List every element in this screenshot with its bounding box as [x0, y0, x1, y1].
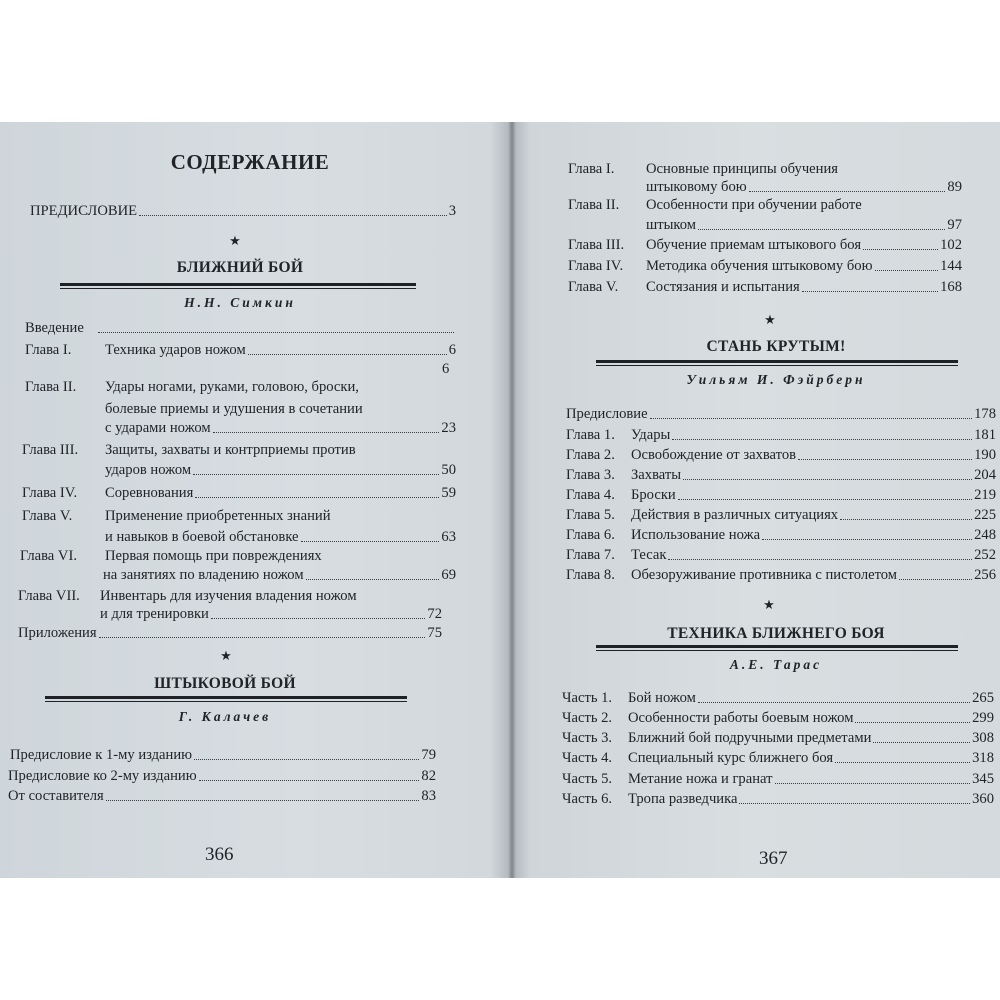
entry-label: Глава I. — [25, 342, 72, 358]
toc-entry — [25, 341, 456, 359]
leader-dots — [248, 354, 447, 355]
section-rule — [596, 360, 958, 366]
toc-entry — [10, 746, 436, 764]
leader-dots — [873, 742, 970, 743]
leader-dots — [195, 497, 439, 498]
entry-page: 79 — [421, 747, 436, 763]
entry-label: Глава V. — [22, 508, 73, 524]
entry-label: Часть 5. — [562, 771, 613, 787]
section-author: Г. Калачев — [178, 709, 272, 724]
toc-entry-last-line — [100, 605, 442, 623]
entry-title: Инвентарь для изучения владения ножом — [100, 588, 357, 604]
leader-dots — [840, 519, 972, 520]
leader-dots — [899, 579, 972, 580]
entry-title: Захваты — [631, 467, 682, 483]
entry-page: 248 — [974, 527, 996, 543]
entry-label: Глава III. — [22, 442, 79, 458]
entry-page: 318 — [972, 750, 994, 766]
leader-dots — [98, 332, 454, 333]
section-title: БЛИЖНИЙ БОЙ — [176, 259, 304, 276]
toc-entry — [25, 319, 456, 337]
leader-dots — [106, 800, 420, 801]
leader-dots — [698, 702, 970, 703]
entry-page: 252 — [974, 547, 996, 563]
toc-entry — [566, 506, 996, 524]
section-title: ШТЫКОВОЙ БОЙ — [154, 675, 296, 692]
toc-entry-last-line — [103, 566, 456, 584]
left-page — [0, 122, 508, 878]
leader-dots — [139, 215, 447, 216]
entry-page: 69 — [441, 567, 456, 583]
entry-page: 82 — [421, 768, 436, 784]
entry-page: 97 — [947, 217, 962, 233]
entry-page: 178 — [974, 406, 996, 422]
entry-continuation: ударов ножом — [105, 462, 192, 478]
toc-entry-last-line — [105, 419, 456, 437]
entry-title: Первая помощь при повреждениях — [105, 548, 322, 564]
entry-label: Глава IV. — [22, 485, 78, 501]
entry-page: 181 — [974, 427, 996, 443]
entry-page: 219 — [974, 487, 996, 503]
entry-label: Глава I. — [568, 161, 615, 177]
entry-continuation: на занятиях по владению ножом — [103, 567, 304, 583]
entry-title: Освобождение от захватов — [631, 447, 797, 463]
toc-entry — [566, 405, 996, 423]
entry-page: 168 — [940, 279, 962, 295]
entry-continuation: с ударами ножом — [105, 420, 211, 436]
entry-label: Часть 2. — [562, 710, 613, 726]
entry-title: Ближний бой подручными предметами — [628, 730, 872, 746]
entry-title: Соревнования — [105, 485, 194, 501]
leader-dots — [835, 762, 970, 763]
entry-title: Предисловие — [566, 406, 648, 422]
toc-entry-last-line — [105, 461, 456, 479]
entry-page: 299 — [972, 710, 994, 726]
toc-entry — [22, 507, 456, 525]
entry-title: Действия в различных ситуациях — [631, 507, 839, 523]
leader-dots — [199, 780, 420, 781]
page-ref: 6 — [442, 361, 450, 377]
book-spine — [508, 122, 516, 878]
toc-entry — [562, 729, 994, 747]
toc-entry — [566, 486, 996, 504]
entry-label: Введение — [25, 320, 84, 336]
entry-title: Бой ножом — [628, 690, 696, 706]
toc-entry — [22, 484, 456, 502]
contents-title: СОДЕРЖАНИЕ — [170, 150, 330, 174]
right-page — [516, 122, 1000, 878]
entry-label: Глава VI. — [20, 548, 77, 564]
entry-label: Часть 6. — [562, 791, 613, 807]
leader-dots — [194, 759, 419, 760]
toc-entry — [562, 689, 994, 707]
leader-dots — [875, 270, 939, 271]
entry-label: Глава 1. — [566, 427, 615, 443]
entry-title: Применение приобретенных знаний — [105, 508, 331, 524]
toc-entry — [8, 767, 436, 785]
toc-entry — [8, 787, 436, 805]
leader-dots — [798, 459, 972, 460]
entry-label: Глава II. — [25, 379, 77, 395]
entry-page: 345 — [972, 771, 994, 787]
entry-page: 204 — [974, 467, 996, 483]
leader-dots — [668, 559, 972, 560]
toc-entry — [562, 749, 994, 767]
entry-title: Использование ножа — [631, 527, 761, 543]
entry-label: Глава IV. — [568, 258, 624, 274]
entry-title: Основные принципы обучения — [646, 161, 838, 177]
entry-label: Приложения — [18, 625, 97, 641]
toc-entry — [566, 526, 996, 544]
entry-label: Глава III. — [568, 237, 625, 253]
leader-dots — [855, 722, 970, 723]
toc-entry — [568, 196, 993, 214]
toc-entry — [566, 566, 996, 584]
leader-dots — [683, 479, 972, 480]
leader-dots — [762, 539, 972, 540]
entry-page: 256 — [974, 567, 996, 583]
toc-entry — [568, 236, 962, 254]
star-ornament: ★ — [763, 597, 775, 612]
toc-entry-last-line — [646, 178, 962, 196]
entry-title: Обучение приемам штыкового боя — [646, 237, 862, 253]
entry-page: 3 — [448, 203, 456, 219]
star-ornament: ★ — [764, 312, 776, 327]
leader-dots — [863, 249, 938, 250]
section-author: Н.Н. Симкин — [184, 295, 296, 310]
entry-page: 308 — [972, 730, 994, 746]
entry-label: Глава II. — [568, 197, 620, 213]
toc-entry — [25, 378, 456, 396]
section-rule — [596, 645, 958, 651]
entry-page: 50 — [441, 462, 456, 478]
entry-title: Особенности при обучении работе — [646, 197, 862, 213]
leader-dots — [306, 579, 440, 580]
leader-dots — [775, 783, 971, 784]
leader-dots — [193, 474, 439, 475]
entry-page: 102 — [940, 237, 962, 253]
leader-dots — [99, 637, 426, 638]
entry-label: Часть 4. — [562, 750, 613, 766]
section-title: СТАНЬ КРУТЫМ! — [706, 338, 846, 355]
section-rule — [45, 696, 407, 702]
entry-page: 23 — [441, 420, 456, 436]
toc-entry — [566, 426, 996, 444]
entry-title: Тесак — [631, 547, 667, 563]
entry-page: 59 — [441, 485, 456, 501]
page-number: 367 — [759, 848, 788, 869]
entry-continuation: болевые приемы и удушения в сочетании — [105, 401, 363, 417]
entry-title: Удары ногами, руками, головою, броски, — [105, 379, 359, 395]
entry-label: Глава V. — [568, 279, 619, 295]
entry-page: 89 — [947, 179, 962, 195]
section-author: А.Е. Тарас — [729, 657, 823, 672]
section-rule — [60, 283, 416, 289]
entry-label: Глава VII. — [18, 588, 80, 604]
toc-entry — [566, 466, 996, 484]
entry-title: Методика обучения штыковому бою — [646, 258, 873, 274]
entry-continuation: и навыков в боевой обстановке — [105, 529, 299, 545]
toc-entry-last-line — [105, 528, 456, 546]
toc-entry — [568, 160, 993, 178]
entry-title: Специальный курс ближнего боя — [628, 750, 834, 766]
toc-entry — [562, 770, 994, 788]
entry-page: 63 — [441, 529, 456, 545]
star-ornament: ★ — [229, 233, 241, 248]
entry-label: Часть 3. — [562, 730, 613, 746]
entry-continuation: и для тренировки — [100, 606, 209, 622]
leader-dots — [211, 618, 426, 619]
entry-title: Удары — [631, 427, 671, 443]
leader-dots — [698, 229, 945, 230]
leader-dots — [749, 191, 946, 192]
toc-entry — [568, 257, 962, 275]
entry-label: Глава 4. — [566, 487, 615, 503]
leader-dots — [213, 432, 440, 433]
entry-label: Глава 7. — [566, 547, 615, 563]
entry-title: Тропа разведчика — [628, 791, 738, 807]
star-ornament: ★ — [220, 648, 232, 663]
entry-label: Глава 3. — [566, 467, 615, 483]
entry-page: 75 — [427, 625, 442, 641]
entry-title: Состязания и испытания — [646, 279, 800, 295]
entry-label: Часть 1. — [562, 690, 613, 706]
entry-title: ПРЕДИСЛОВИЕ — [30, 203, 138, 219]
entry-page: 83 — [421, 788, 436, 804]
entry-label: Глава 8. — [566, 567, 615, 583]
toc-entry-preface — [30, 202, 456, 220]
leader-dots — [672, 439, 972, 440]
toc-entry — [22, 441, 456, 459]
toc-entry — [18, 624, 442, 642]
leader-dots — [650, 418, 973, 419]
entry-title: Предисловие ко 2-му изданию — [8, 768, 197, 784]
entry-label: Глава 5. — [566, 507, 615, 523]
entry-title: Особенности работы боевым ножом — [628, 710, 854, 726]
toc-entry — [568, 278, 962, 296]
toc-entry — [562, 790, 994, 808]
entry-page: 6 — [448, 342, 456, 358]
section-author: Уильям И. Фэйрберн — [686, 372, 866, 387]
page-number: 366 — [205, 844, 234, 865]
entry-title: Защиты, захваты и контрприемы против — [105, 442, 356, 458]
toc-entry — [566, 446, 996, 464]
entry-title: Техника ударов ножом — [105, 342, 246, 358]
entry-page: 360 — [972, 791, 994, 807]
entry-title: Обезоруживание противника с пистолетом — [631, 567, 898, 583]
entry-title: От составителя — [8, 788, 104, 804]
toc-entry-last-line — [646, 216, 962, 234]
entry-page: 144 — [940, 258, 962, 274]
leader-dots — [678, 499, 972, 500]
leader-dots — [739, 803, 970, 804]
toc-entry — [566, 546, 996, 564]
section-title: ТЕХНИКА БЛИЖНЕГО БОЯ — [667, 625, 885, 642]
entry-page: 225 — [974, 507, 996, 523]
entry-page: 72 — [427, 606, 442, 622]
toc-entry — [562, 709, 994, 727]
entry-continuation: штыковому бою — [646, 179, 747, 195]
leader-dots — [301, 541, 440, 542]
book-spread — [0, 122, 1000, 878]
entry-title: Метание ножа и гранат — [628, 771, 773, 787]
entry-continuation: штыком — [646, 217, 697, 233]
entry-page: 190 — [974, 447, 996, 463]
entry-title: Броски — [631, 487, 676, 503]
entry-label: Глава 2. — [566, 447, 615, 463]
entry-label: Глава 6. — [566, 527, 615, 543]
leader-dots — [802, 291, 938, 292]
toc-entry — [20, 547, 456, 565]
toc-entry — [18, 587, 456, 605]
entry-title: Предисловие к 1-му изданию — [10, 747, 193, 763]
entry-page: 265 — [972, 690, 994, 706]
